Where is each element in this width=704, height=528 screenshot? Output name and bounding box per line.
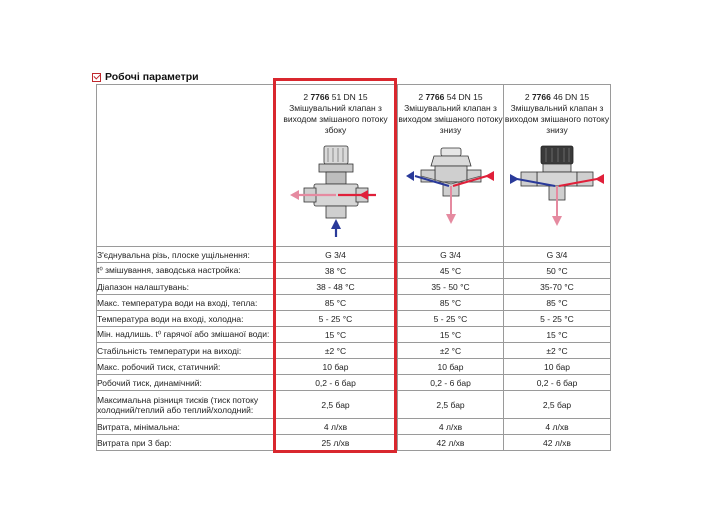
product-description: Змішувальний клапан з виходом змішаного потоку збоку <box>283 103 388 135</box>
row-value: ±2 °C <box>274 343 398 359</box>
row-value: 85 °C <box>504 295 611 311</box>
parameters-table <box>96 84 611 451</box>
valve-bottom-outlet-icon <box>401 144 501 239</box>
row-value: 5 - 25 °C <box>398 311 504 327</box>
row-value: 35 - 50 °C <box>398 279 504 295</box>
row-value: 50 °C <box>504 263 611 279</box>
row-value: G 3/4 <box>504 247 611 263</box>
product-header-3 <box>504 85 611 247</box>
row-value: 35-70 °C <box>504 279 611 295</box>
row-label: Максимальна різниця тисків (тиск потоку холодний/теплий або теплий/холодний: <box>97 391 274 419</box>
table-row <box>97 247 611 263</box>
row-value: 25 л/хв <box>274 435 398 451</box>
row-value: ±2 °C <box>504 343 611 359</box>
table-row <box>97 263 611 279</box>
row-value: 15 °C <box>398 327 504 343</box>
product-code: 2 7766 46 DN 15 <box>524 92 590 102</box>
product-header-1 <box>274 85 398 247</box>
table-row <box>97 375 611 391</box>
row-label: Витрата, мінімальна: <box>97 419 274 435</box>
row-value: 45 °C <box>398 263 504 279</box>
row-value: 2,5 бар <box>398 391 504 419</box>
row-label: Робочий тиск, динамічний: <box>97 375 274 391</box>
product-code: 2 7766 54 DN 15 <box>418 92 483 102</box>
product-header-2 <box>398 85 504 247</box>
product-code: 2 7766 51 DN 15 <box>303 92 368 102</box>
valve-side-outlet-icon <box>286 144 386 239</box>
checkbox-icon <box>92 73 101 82</box>
row-label: Макс. робочий тиск, статичний: <box>97 359 274 375</box>
row-value: 0,2 - 6 бар <box>274 375 398 391</box>
row-value: 38 °C <box>274 263 398 279</box>
table-row <box>97 343 611 359</box>
row-value: ±2 °C <box>398 343 504 359</box>
product-description: Змішувальний клапан з виходом змішаного потоку знизу <box>504 103 610 135</box>
product-description: Змішувальний клапан з виходом змішаного потоку знизу <box>398 103 503 135</box>
row-value: 42 л/хв <box>398 435 504 451</box>
section-title-text: Робочі параметри <box>105 71 199 83</box>
row-value: 2,5 бар <box>504 391 611 419</box>
row-label: Температура води на вході, холодна: <box>97 311 274 327</box>
row-value: 15 °C <box>504 327 611 343</box>
table-row <box>97 391 611 419</box>
row-value: 10 бар <box>504 359 611 375</box>
row-value: 85 °C <box>274 295 398 311</box>
table-row <box>97 295 611 311</box>
section-title <box>92 70 199 84</box>
table-row <box>97 419 611 435</box>
row-value: 5 - 25 °C <box>274 311 398 327</box>
row-value: 4 л/хв <box>398 419 504 435</box>
row-value: 10 бар <box>274 359 398 375</box>
product-header-row <box>97 85 611 247</box>
row-label: Витрата при 3 бар: <box>97 435 274 451</box>
row-label: Діапазон налаштувань: <box>97 279 274 295</box>
row-label: Макс. температура води на вході, тепла: <box>97 295 274 311</box>
table-row <box>97 279 611 295</box>
row-value: 15 °C <box>274 327 398 343</box>
row-label: З'єднувальна різь, плоске ущільнення: <box>97 247 274 263</box>
table-row <box>97 435 611 451</box>
table-row <box>97 327 611 343</box>
header-empty-cell <box>97 85 274 247</box>
table-row <box>97 359 611 375</box>
row-value: 4 л/хв <box>504 419 611 435</box>
row-value: 2,5 бар <box>274 391 398 419</box>
row-label: Стабільність температури на виході: <box>97 343 274 359</box>
row-value: 85 °C <box>398 295 504 311</box>
row-value: 0,2 - 6 бар <box>504 375 611 391</box>
row-label: t⁰ змішування, заводська настройка: <box>97 263 274 279</box>
row-value: 4 л/хв <box>274 419 398 435</box>
row-value: 42 л/хв <box>504 435 611 451</box>
row-value: 10 бар <box>398 359 504 375</box>
row-value: G 3/4 <box>274 247 398 263</box>
row-value: 0,2 - 6 бар <box>398 375 504 391</box>
row-value: 38 - 48 °C <box>274 279 398 295</box>
valve-bottom-outlet-check-icon <box>507 144 607 239</box>
row-value: 5 - 25 °C <box>504 311 611 327</box>
table-row <box>97 311 611 327</box>
row-value: G 3/4 <box>398 247 504 263</box>
row-label: Мін. надлишь. t⁰ гарячої або змішаної води: <box>97 327 274 343</box>
